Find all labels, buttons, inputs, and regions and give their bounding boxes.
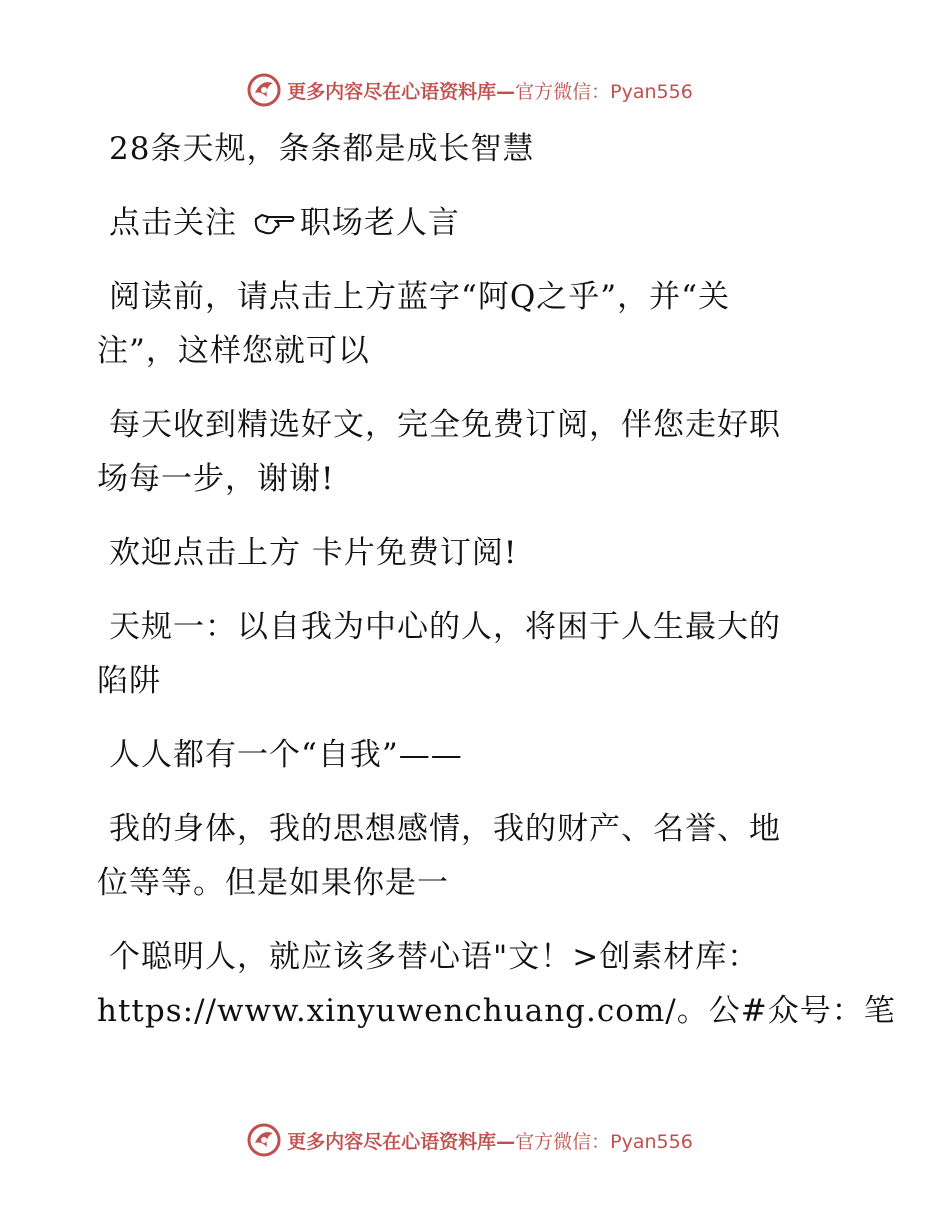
footer-banner-inner bbox=[247, 1123, 693, 1157]
paragraph bbox=[97, 398, 867, 506]
paragraph bbox=[97, 930, 896, 1038]
banner-wechat: 官方微信：Pyan556 bbox=[515, 1130, 693, 1153]
banner-title: 更多内容尽在心语资料库 bbox=[287, 1130, 497, 1153]
paragraph bbox=[97, 728, 867, 782]
paragraph bbox=[97, 600, 867, 708]
paragraph-line: 欢迎点击上方 卡片免费订阅! bbox=[109, 535, 518, 571]
paragraph bbox=[97, 802, 867, 910]
paragraph-line: 天规一：以自我为中心的人，将困于人生最大的 bbox=[109, 609, 781, 645]
pointing-hand-icon bbox=[252, 209, 296, 237]
red-swirl-logo-icon bbox=[247, 1123, 281, 1157]
banner-title: 更多内容尽在心语资料库 bbox=[287, 80, 497, 103]
paragraph-line: 我的身体，我的思想感情，我的财产、名誉、地 bbox=[109, 811, 781, 847]
paragraph-line: 位等等。但是如果你是一 bbox=[97, 865, 449, 901]
paragraph-line: 场每一步，谢谢! bbox=[97, 461, 335, 497]
banner-text bbox=[287, 1127, 693, 1154]
red-swirl-logo-icon bbox=[247, 73, 281, 107]
paragraph bbox=[97, 122, 867, 176]
paragraph-line: 每天收到精选好文，完全免费订阅，伴您走好职 bbox=[109, 407, 781, 443]
banner-wechat: 官方微信：Pyan556 bbox=[515, 80, 693, 103]
follow-label: 点击关注 bbox=[109, 205, 237, 241]
paragraph-line: 28条天规，条条都是成长智慧 bbox=[109, 131, 535, 167]
paragraph bbox=[97, 270, 867, 378]
document-body bbox=[97, 122, 896, 1058]
paragraph-line: 注”，这样您就可以 bbox=[97, 333, 370, 369]
paragraph-line: 阅读前，请点击上方蓝字“阿Q之乎”，并“关 bbox=[109, 279, 730, 315]
banner-text bbox=[287, 77, 693, 104]
paragraph-follow bbox=[97, 196, 867, 250]
paragraph-line: 陷阱 bbox=[97, 663, 161, 699]
paragraph-line: 人人都有一个“自我”—— bbox=[109, 737, 463, 773]
footer-banner bbox=[0, 1120, 950, 1160]
paragraph-line: 个聪明人，就应该多替心语"文！>创素材库： bbox=[109, 939, 760, 975]
banner-dash: — bbox=[496, 80, 516, 103]
banner-dash: — bbox=[496, 1130, 516, 1153]
header-banner bbox=[0, 70, 950, 110]
paragraph-line: https://www.xinyuwenchuang.com/。公#众号：笔 bbox=[97, 993, 896, 1029]
header-banner-inner bbox=[247, 73, 693, 107]
paragraph-line-follow bbox=[97, 196, 867, 250]
account-name: 职场老人言 bbox=[299, 205, 460, 241]
paragraph bbox=[97, 526, 867, 580]
